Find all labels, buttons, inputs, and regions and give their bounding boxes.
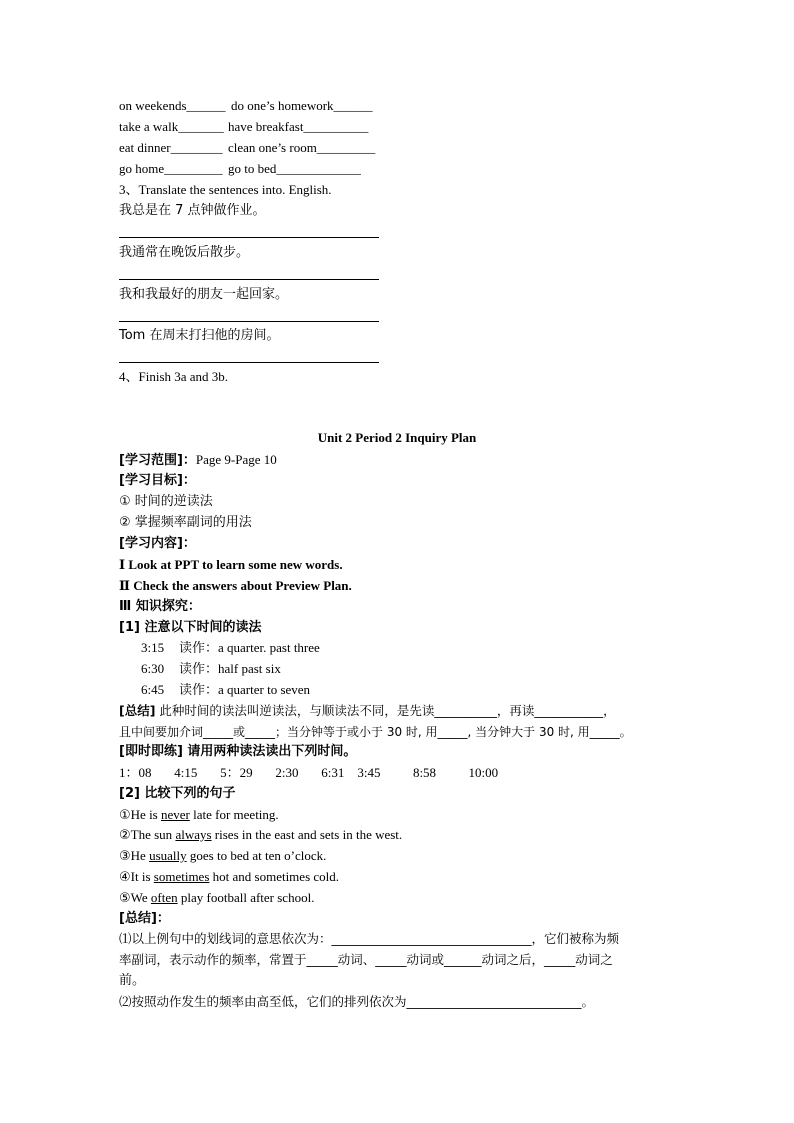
task3-heading: 3、Translate the sentences into. English. <box>119 182 332 197</box>
example-sentence <box>119 890 314 907</box>
translate-sentence: 我和我最好的朋友一起回家。 <box>119 287 289 302</box>
sentence-text: goes to bed at ten o’clock. <box>186 848 327 863</box>
time-reading: a quarter. past three <box>218 640 320 655</box>
frequency-adverb: sometimes <box>153 869 210 884</box>
sentence-text: It is <box>130 869 154 884</box>
phrase-row <box>119 98 226 114</box>
phrase-right: have breakfast__________ <box>228 119 369 134</box>
sentence-number: ④ <box>119 870 131 885</box>
example-sentence <box>119 869 339 886</box>
time-value: 3:15 <box>141 640 165 655</box>
frequency-adverb: always <box>175 827 212 842</box>
sentence-text: He <box>130 848 150 863</box>
example-sentence <box>119 848 326 865</box>
frequency-adverb: often <box>150 890 178 905</box>
time-label: 读作： <box>179 683 219 698</box>
phrase-right: do one’s homework______ <box>231 98 373 113</box>
summary1-line <box>119 703 616 719</box>
goal-item: ② 掌握频率副词的用法 <box>119 515 252 530</box>
example-sentence <box>119 827 402 844</box>
section1-title: [1] 注意以下时间的读法 <box>119 620 262 635</box>
answer-line[interactable] <box>119 321 379 322</box>
practice-text: 请用两种读法读出下列时间。 <box>182 744 357 759</box>
sentence-number: ② <box>119 828 131 843</box>
task4-text: 4、Finish 3a and 3b. <box>119 369 229 384</box>
content-item: Ⅲ 知识探究： <box>119 599 201 614</box>
time-reading: half past six <box>218 661 281 676</box>
scope-label: [学习范围]： <box>119 453 196 468</box>
content-label: [学习内容]： <box>119 536 196 551</box>
summary2-line: 前。 <box>119 973 146 988</box>
phrase-left: on weekends______ <box>119 98 226 113</box>
scope-value: Page 9-Page 10 <box>195 452 277 467</box>
time-value: 6:30 <box>141 661 165 676</box>
time-value: 6:45 <box>141 682 165 697</box>
time-example <box>141 682 310 699</box>
answer-line[interactable] <box>119 237 379 238</box>
sentence-text: We <box>130 890 151 905</box>
example-sentence <box>119 807 279 824</box>
phrase-row <box>119 119 224 135</box>
phrase-left: go home_________ <box>119 161 223 176</box>
section2-title: [2] 比较下列的句子 <box>119 786 236 801</box>
phrase-right: go to bed_____________ <box>228 161 361 176</box>
sentence-number: ⑤ <box>119 891 131 906</box>
sentence-text: play football after school. <box>177 890 315 905</box>
time-label: 读作： <box>179 662 219 677</box>
sentence-text: The sun <box>130 827 176 842</box>
phrase-left: eat dinner________ <box>119 140 223 155</box>
phrase-row <box>119 161 223 177</box>
practice-label: [即时即练] <box>119 744 183 759</box>
summary1-label: [总结] <box>119 703 156 718</box>
summary2-line: 率副词，表示动作的频率，常置于_____动词、_____动词或______动词之后，_____动词之 <box>119 952 613 967</box>
phrase-right: clean one’s room_________ <box>228 140 376 155</box>
frequency-adverb: never <box>161 807 190 822</box>
summary2-label: [总结]： <box>119 911 170 926</box>
scope-row <box>119 452 277 469</box>
summary2-line: ⑵按照动作发生的频率由高至低，它们的排列依次为____________________________。 <box>119 994 595 1009</box>
frequency-adverb: usually <box>149 848 187 863</box>
practice-line <box>119 744 356 760</box>
content-item: Ⅱ Check the answers about Preview Plan. <box>119 578 352 593</box>
phrase-left: take a walk_______ <box>119 119 224 134</box>
practice-times: 1：08 4:15 5：29 2:30 6:31 3:45 8:58 10:00 <box>119 765 499 780</box>
translate-sentence: 我通常在晚饭后散步。 <box>119 245 250 260</box>
sentence-text: rises in the east and sets in the west. <box>211 827 403 842</box>
content-item: Ⅰ Look at PPT to learn some new words. <box>119 557 343 572</box>
summary1-line2: 且中间要加介词_____或_____；当分钟等于或小于 30 时, 用_____, 当分钟大于 30 时, 用_____。 <box>119 725 632 739</box>
answer-line[interactable] <box>119 362 379 363</box>
page-title: Unit 2 Period 2 Inquiry Plan <box>317 430 477 445</box>
translate-sentence: 我总是在 7 点钟做作业。 <box>119 203 266 218</box>
time-example <box>141 640 320 657</box>
sentence-text: late for meeting. <box>189 807 279 822</box>
sentence-number: ③ <box>119 849 131 864</box>
translate-sentence: Tom 在周末打扫他的房间。 <box>119 328 280 343</box>
phrase-row <box>119 140 223 156</box>
time-label: 读作： <box>179 641 219 656</box>
summary2-line: ⑴以上例句中的划线词的意思依次为：________________________________，它们被称为频 <box>119 931 620 946</box>
sentence-text: He is <box>130 807 161 822</box>
time-reading: a quarter to seven <box>218 682 311 697</box>
time-example <box>141 661 281 678</box>
answer-line[interactable] <box>119 279 379 280</box>
summary1-text: 此种时间的读法叫逆读法，与顺读法不同，是先读__________，再读___________， <box>155 703 616 718</box>
sentence-number: ① <box>119 808 131 823</box>
sentence-text: hot and sometimes cold. <box>209 869 340 884</box>
goals-label: [学习目标]： <box>119 473 196 488</box>
goal-item: ① 时间的逆读法 <box>119 494 213 509</box>
